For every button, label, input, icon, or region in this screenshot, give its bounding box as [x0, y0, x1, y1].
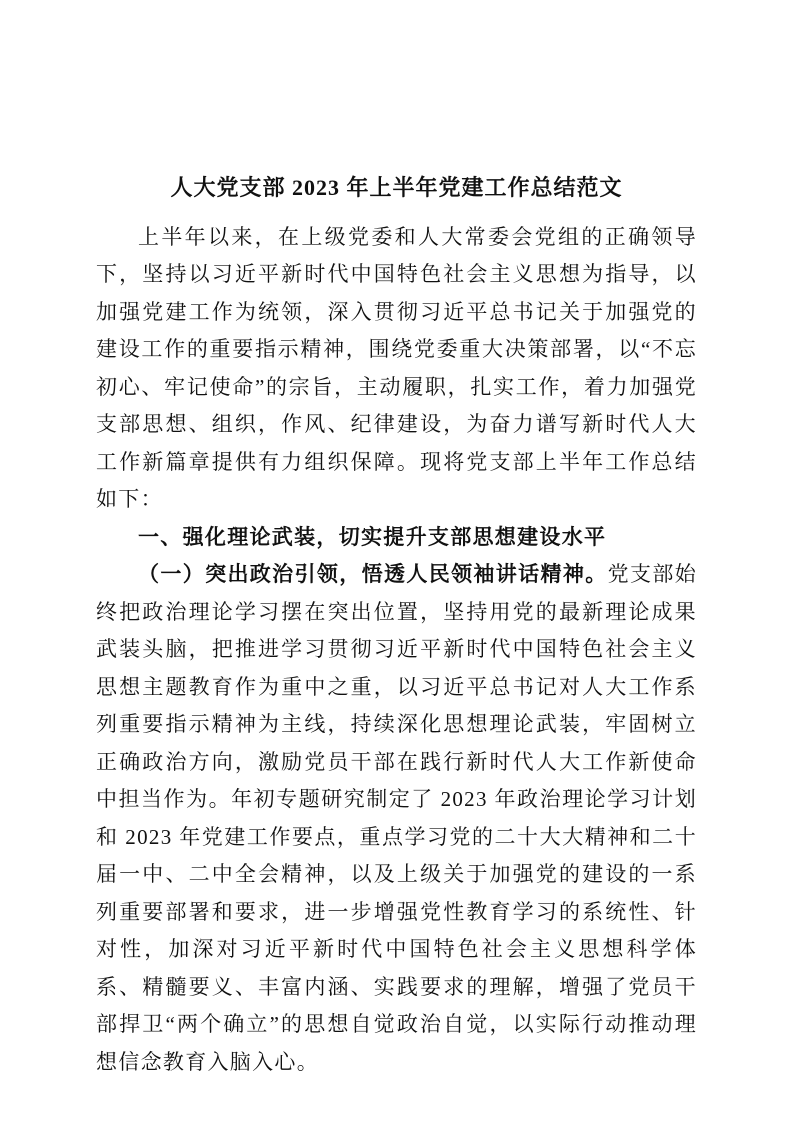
section-1-1-text: 党支部始终把政治理论学习摆在突出位置，坚持用党的最新理论成果武装头脑，把推进学习贯彻习近平新时代中国特色社会主义思想主题教育作为重中之重，以习近平总书记对人大工作系列重要指示精神为主线，持续深化思想理论武装，牢固树立正确政治方向，激励党员干部在践行新时代人大工作新使命中担当作为。年初专题研究制定了 2023 年政治理论学习计划和 2023 年党建工作要点，重点学习党的二十大大精神和二十届一中、二中全会精神，以及上级关于加强党的建设的一系列重要部署和要求，进一步增强党性教育学习的系统性、针对性，加深对习近平新时代中国特色社会主义思想科学体系、精髓要义、丰富内涵、实践要求的理解，增强了党员干部捍卫“两个确立”的思想自觉政治自觉，以实际行动推动理想信念教育入脑入心。 [96, 562, 697, 1074]
intro-paragraph: 上半年以来，在上级党委和人大常委会党组的正确领导下，坚持以习近平新时代中国特色社会主义思想为指导，以加强党建工作为统领，深入贯彻习近平总书记关于加强党的建设工作的重要指示精神，围绕党委重大决策部署，以“不忘初心、牢记使命”的宗旨，主动履职，扎实工作，着力加强党支部思想、组织，作风、纪律建设，为奋力谱写新时代人大工作新篇章提供有力组织保障。现将党支部上半年工作总结如下： [96, 224, 697, 511]
section-1-heading: 一、强化理论武装，切实提升支部思想建设水平 [138, 524, 607, 549]
section-1-1-bold-lead: （一）突出政治引领，悟透人民领袖讲话精神。 [138, 562, 608, 586]
section-1-1-paragraph [96, 556, 697, 1081]
document-title: 人大党支部 2023 年上半年党建工作总结范文 [170, 175, 623, 200]
